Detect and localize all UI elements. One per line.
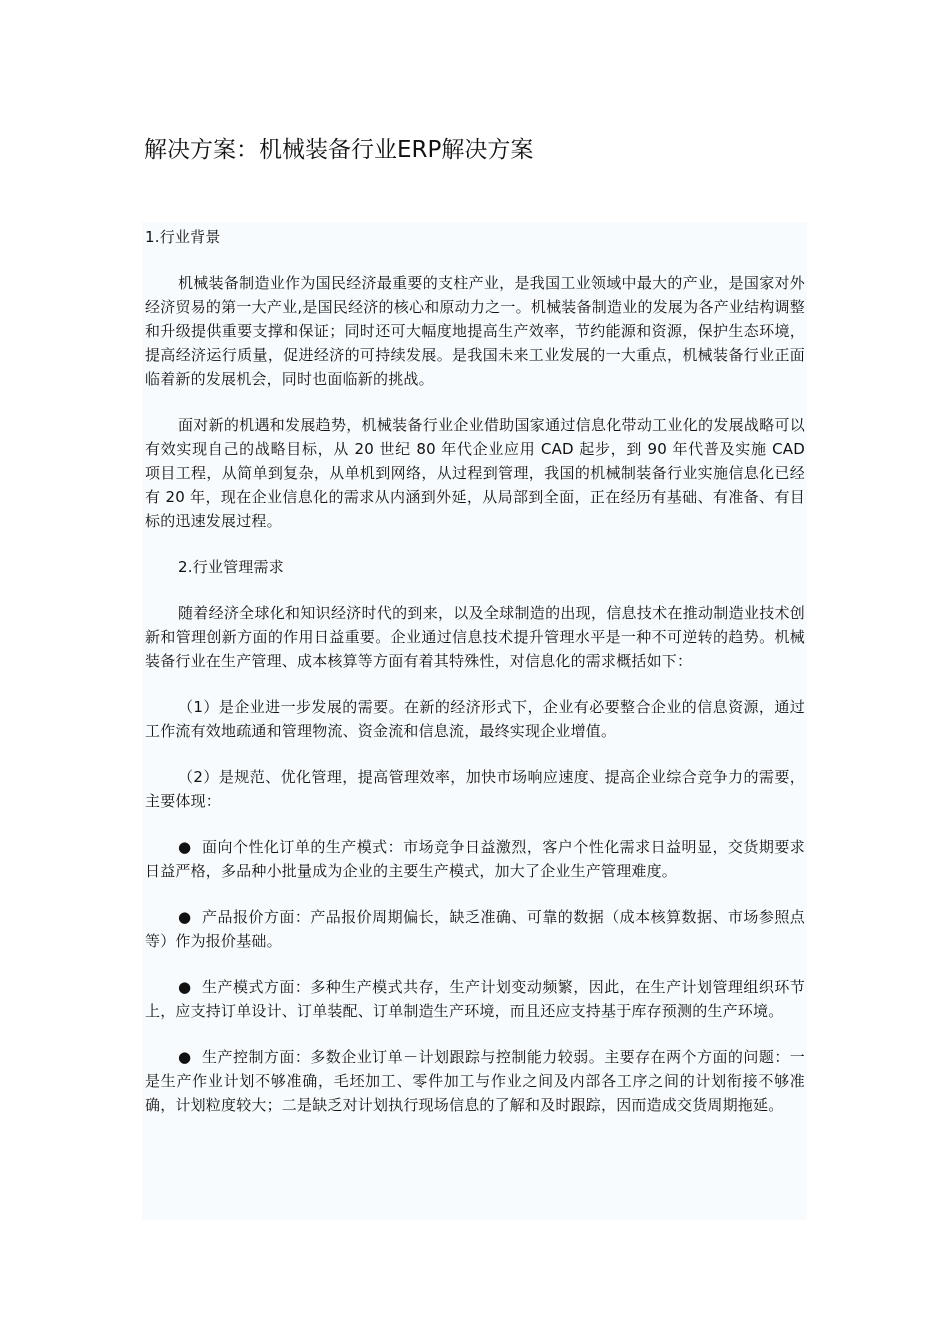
- bullet-text: 产品报价方面：产品报价周期偏长，缺乏准确、可靠的数据（成本核算数据、市场参照点等）作为报价基础。: [145, 908, 806, 950]
- page-title: 解决方案：机械装备行业ERP解决方案: [144, 137, 534, 163]
- bullet-icon: ●: [178, 1048, 192, 1066]
- bullet-item-2: [145, 905, 805, 953]
- bullet-item-3: [145, 975, 805, 1023]
- section-heading-background: 1.行业背景: [145, 228, 221, 246]
- bullet-icon: ●: [178, 908, 192, 926]
- paragraph-background-2: 面对新的机遇和发展趋势，机械装备行业企业借助国家通过信息化带动工业化的发展战略可以有效实现自己的战略目标，从 20 世纪 80 年代企业应用 CAD 起步，到 90 年代普及实施 CAD 项目工程，从简单到复杂，从单机到网络，从过程到管理，我国的机械制装备行业实施信息化已经有 20 年，现在企业信息化的需求从内涵到外延，从局部到全面，正在经历有基础、有准备、有目标的迅速发展过程。: [145, 416, 805, 530]
- bullet-icon: ●: [178, 838, 192, 856]
- bullet-text: 面向个性化订单的生产模式：市场竞争日益激烈，客户个性化需求日益明显，交货期要求日益严格，多品种小批量成为企业的主要生产模式，加大了企业生产管理难度。: [145, 838, 806, 880]
- list-item-1: （1）是企业进一步发展的需要。在新的经济形式下，企业有必要整合企业的信息资源，通过工作流有效地疏通和管理物流、资金流和信息流，最终实现企业增值。: [145, 698, 805, 740]
- bullet-item-1: [145, 835, 805, 883]
- bullet-text: 生产模式方面：多种生产模式共存，生产计划变动频繁，因此，在生产计划管理组织环节上，应支持订单设计、订单装配、订单制造生产环境，而且还应支持基于库存预测的生产环境。: [145, 978, 806, 1020]
- paragraph-background-1: 机械装备制造业作为国民经济最重要的支柱产业，是我国工业领域中最大的产业，是国家对外经济贸易的第一大产业,是国民经济的核心和原动力之一。机械装备制造业的发展为各产业结构调整和升级提供重要支撑和保证；同时还可大幅度地提高生产效率，节约能源和资源，保护生态环境，提高经济运行质量，促进经济的可持续发展。是我国未来工业发展的一大重点，机械装备行业正面临着新的发展机会，同时也面临新的挑战。: [145, 274, 805, 388]
- section-heading-requirements: 2.行业管理需求: [178, 558, 284, 576]
- bullet-item-4: [145, 1045, 805, 1117]
- document-body: [145, 222, 805, 1117]
- paragraph-requirements-1: 随着经济全球化和知识经济时代的到来，以及全球制造的出现，信息技术在推动制造业技术创新和管理创新方面的作用日益重要。企业通过信息技术提升管理水平是一种不可逆转的趋势。机械装备行业在生产管理、成本核算等方面有着其特殊性，对信息化的需求概括如下：: [145, 604, 805, 670]
- bullet-text: 生产控制方面：多数企业订单－计划跟踪与控制能力较弱。主要存在两个方面的问题：一是生产作业计划不够准确，毛坯加工、零件加工与作业之间及内部各工序之间的计划衔接不够准确，计划粒度较大；二是缺乏对计划执行现场信息的了解和及时跟踪，因而造成交货周期拖延。: [145, 1048, 806, 1114]
- bullet-icon: ●: [178, 978, 192, 996]
- list-item-2: （2）是规范、优化管理，提高管理效率，加快市场响应速度、提高企业综合竞争力的需要，主要体现：: [145, 768, 805, 810]
